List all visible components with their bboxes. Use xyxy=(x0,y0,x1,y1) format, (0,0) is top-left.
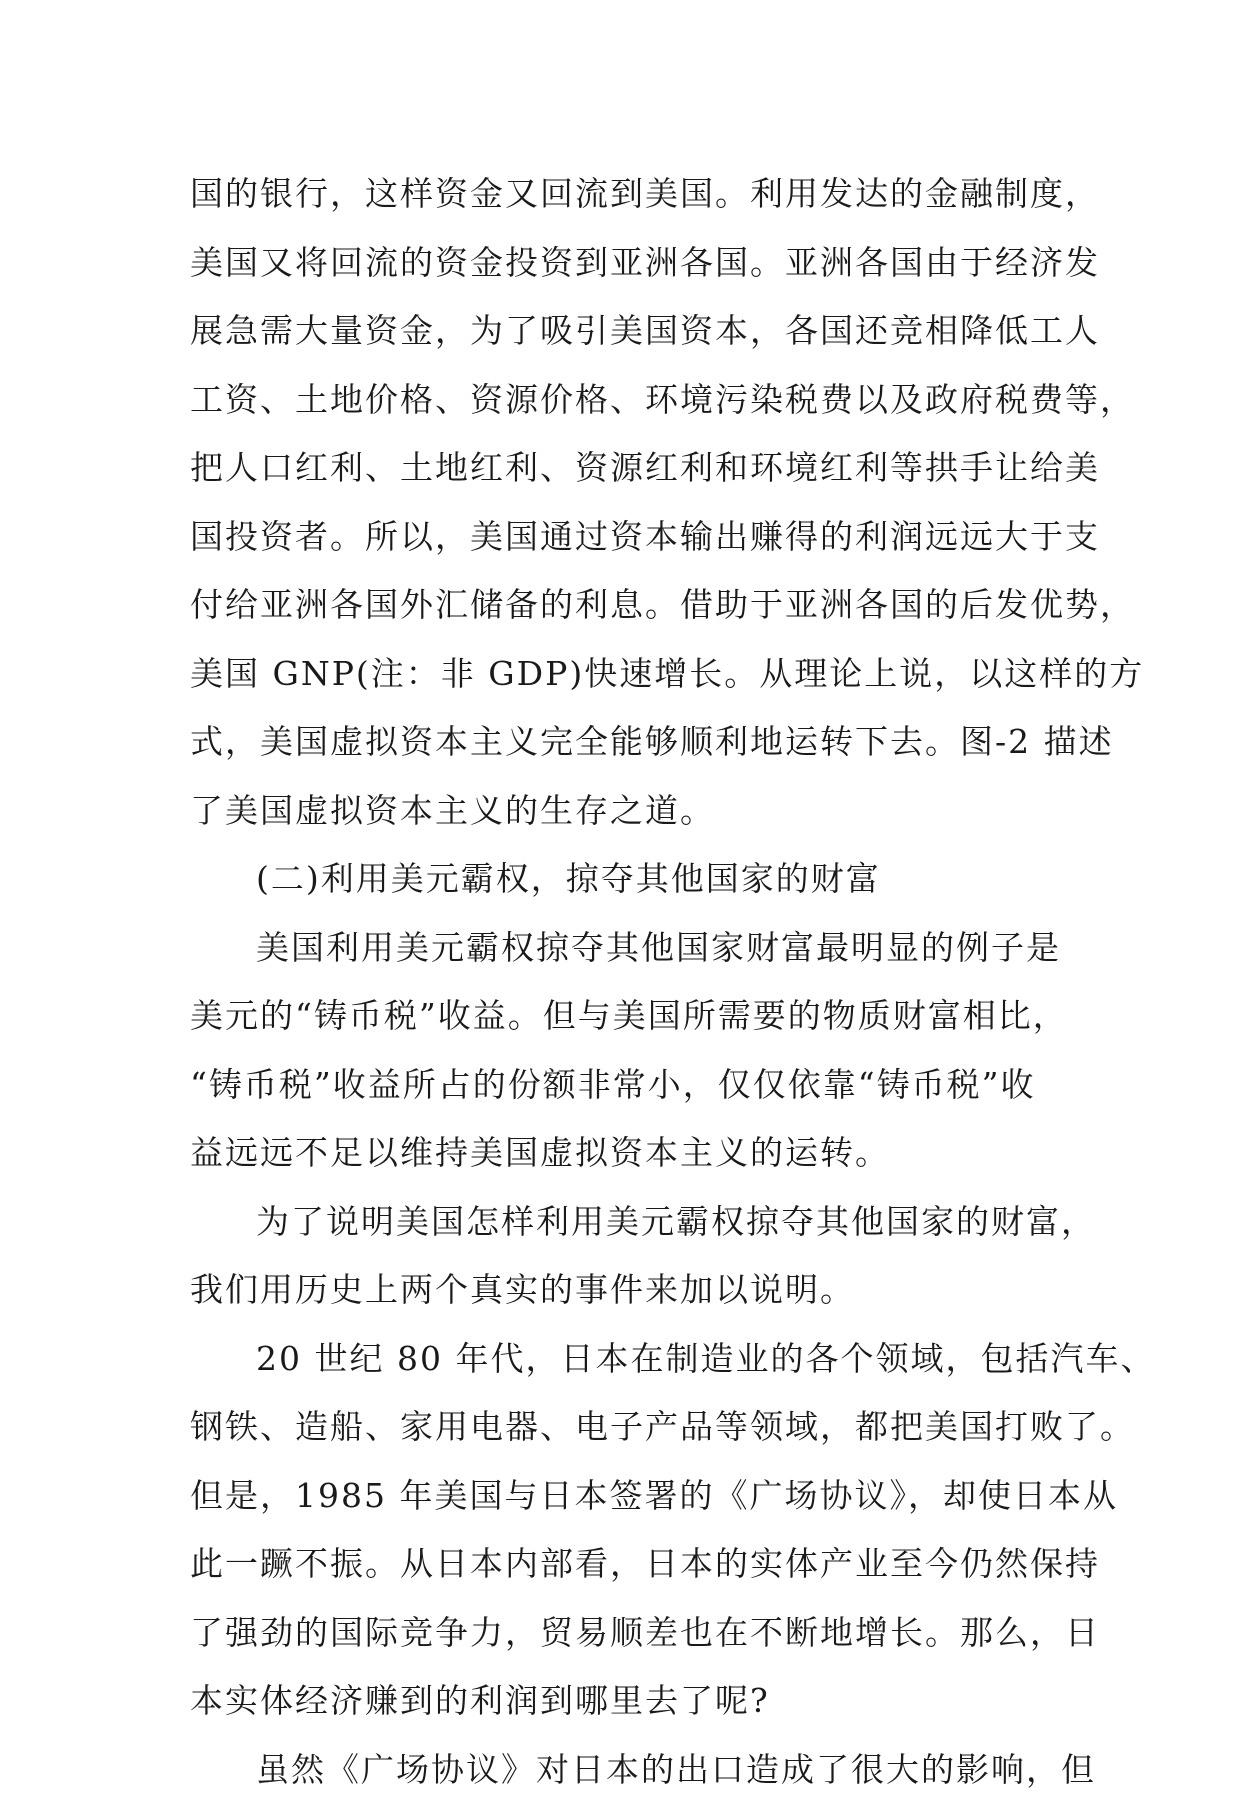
text-line: “铸币税”收益所占的份额非常小，仅仅依靠“铸币税”收 xyxy=(190,1051,1070,1120)
text-line: 此一蹶不振。从日本内部看，日本的实体产业至今仍然保持 xyxy=(190,1530,1070,1599)
text-line: 本实体经济赚到的利润到哪里去了呢? xyxy=(190,1667,1070,1736)
text-line: 美元的“铸币税”收益。但与美国所需要的物质财富相比， xyxy=(190,982,1070,1051)
text-line: 把人口红利、土地红利、资源红利和环境红利等拱手让给美 xyxy=(190,434,1070,503)
text-line: 钢铁、造船、家用电器、电子产品等领域，都把美国打败了。 xyxy=(190,1393,1070,1462)
text-line: 但是，1985 年美国与日本签署的《广场协议》，却使日本从 xyxy=(190,1462,1070,1531)
text-line: 国投资者。所以，美国通过资本输出赚得的利润远远大于支 xyxy=(190,503,1070,572)
text-line: 我们用历史上两个真实的事件来加以说明。 xyxy=(190,1256,1070,1325)
text-line: 付给亚洲各国外汇储备的利息。借助于亚洲各国的后发优势， xyxy=(190,571,1070,640)
text-line: 为了说明美国怎样利用美元霸权掠夺其他国家的财富， xyxy=(190,1188,1070,1257)
text-line: 展急需大量资金，为了吸引美国资本，各国还竞相降低工人 xyxy=(190,297,1070,366)
text-line: 益远远不足以维持美国虚拟资本主义的运转。 xyxy=(190,1119,1070,1188)
text-line: 工资、土地价格、资源价格、环境污染税费以及政府税费等， xyxy=(190,366,1070,435)
text-line: 美国又将回流的资金投资到亚洲各国。亚洲各国由于经济发 xyxy=(190,229,1070,298)
text-line: 了美国虚拟资本主义的生存之道。 xyxy=(190,777,1070,846)
text-line: 了强劲的国际竞争力，贸易顺差也在不断地增长。那么，日 xyxy=(190,1599,1070,1668)
text-line: 式，美国虚拟资本主义完全能够顺利地运转下去。图-2 描述 xyxy=(190,708,1070,777)
text-line: 20 世纪 80 年代，日本在制造业的各个领域，包括汽车、 xyxy=(190,1325,1070,1394)
text-line: 国的银行，这样资金又回流到美国。利用发达的金融制度， xyxy=(190,160,1070,229)
text-line: 美国 GNP(注：非 GDP)快速增长。从理论上说，以这样的方 xyxy=(190,640,1070,709)
text-line: (二)利用美元霸权，掠夺其他国家的财富 xyxy=(190,845,1070,914)
text-line: 虽然《广场协议》对日本的出口造成了很大的影响，但 xyxy=(190,1736,1070,1804)
text-line: 美国利用美元霸权掠夺其他国家财富最明显的例子是 xyxy=(190,914,1070,983)
body-text xyxy=(190,160,1070,1804)
